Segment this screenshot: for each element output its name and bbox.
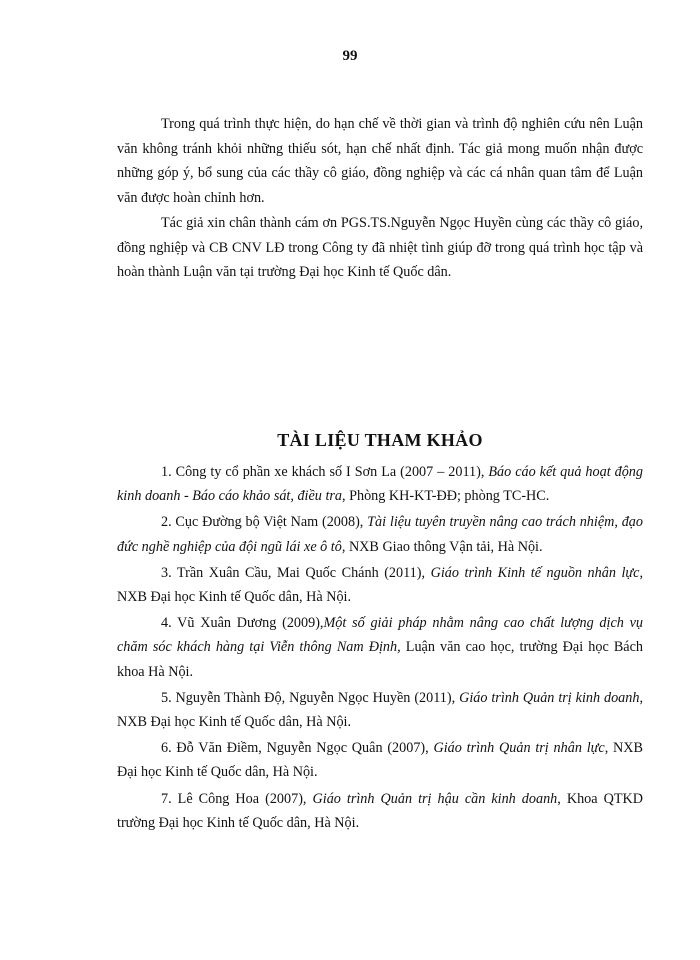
reference-item <box>117 787 643 835</box>
conclusion-paragraph: Trong quá trình thực hiện, do hạn chế về thời gian và trình độ nghiên cứu nên Luận văn không tránh khỏi những thiếu sót, hạn chế nhất định. Tác giả mong muốn nhận được những góp ý, bổ sung của các thầy cô giáo, đồng nghiệp và các cá nhân quan tâm để Luận văn được hoàn chỉnh hơn. <box>117 116 643 206</box>
reference-title: Báo cáo kết quả hoạt động kinh doanh - Báo cáo khảo sát, điều tra <box>117 464 643 505</box>
reference-authors: 6. Đỗ Văn Điềm, Nguyễn Ngọc Quân (2007), <box>161 740 434 757</box>
reference-publisher: , NXB Đại học Kinh tế Quốc dân, Hà Nội. <box>117 689 643 731</box>
acknowledgement-paragraph: Tác giả xin chân thành cám ơn PGS.TS.Nguyễn Ngọc Huyền cùng các thầy cô giáo, đồng nghiệp và CB CNV LĐ trong Công ty đã nhiệt tình giúp đỡ trong quá trình học tập và hoàn thành Luận văn tại trường Đại học Kinh tế Quốc dân. <box>117 215 643 280</box>
reference-list <box>117 460 643 837</box>
reference-publisher: , NXB Giao thông Vận tải, Hà Nội. <box>341 538 543 555</box>
reference-title: Tài liệu tuyên truyền nâng cao trách nhiệm, đạo đức nghề nghiệp của đội ngũ lái xe ô tô <box>117 514 643 555</box>
reference-item <box>117 736 643 784</box>
reference-item <box>117 611 643 684</box>
reference-title: Giáo trình Quản trị kinh doanh <box>459 689 640 706</box>
reference-authors: 5. Nguyễn Thành Độ, Nguyễn Ngọc Huyền (2011), <box>161 689 460 706</box>
reference-authors: 1. Công ty cổ phần xe khách số I Sơn La (2007 – 2011), <box>161 464 489 480</box>
reference-authors: 2. Cục Đường bộ Việt Nam (2008), <box>161 514 368 531</box>
reference-item <box>117 460 643 508</box>
reference-item <box>117 561 643 609</box>
reference-title: Giáo trình Quản trị hậu cần kinh doanh <box>312 790 558 807</box>
reference-publisher: , Khoa QTKD trường Đại học Kinh tế Quốc dân, Hà Nội. <box>117 790 644 831</box>
reference-authors: 3. Trần Xuân Cầu, Mai Quốc Chánh (2011), <box>161 564 431 581</box>
reference-authors: 4. Vũ Xuân Dương (2009), <box>161 615 324 632</box>
reference-publisher: Luận văn cao học, trường Đại học Bách khoa Hà Nội. <box>117 639 643 680</box>
reference-item <box>117 686 643 734</box>
reference-publisher: , NXB Đại học Kinh tế Quốc dân, Hà Nội. <box>117 564 643 606</box>
reference-authors: 7. Lê Công Hoa (2007), <box>161 790 313 807</box>
references-heading: TÀI LIỆU THAM KHẢO <box>277 430 483 450</box>
reference-title: Giáo trình Quản trị nhân lực <box>433 740 605 757</box>
reference-title: Một số giải pháp nhằm nâng cao chất lượng dịch vụ chăm sóc khách hàng tại Viễn thông Nam Định, <box>117 615 643 656</box>
reference-item <box>117 510 643 558</box>
reference-publisher: , Phòng KH-KT-ĐĐ; phòng TC-HC. <box>342 488 550 505</box>
reference-title: Giáo trình Kinh tế nguồn nhân lực <box>430 564 640 581</box>
reference-publisher: , NXB Đại học Kinh tế Quốc dân, Hà Nội. <box>117 740 643 781</box>
page-number: 99 <box>342 48 358 64</box>
